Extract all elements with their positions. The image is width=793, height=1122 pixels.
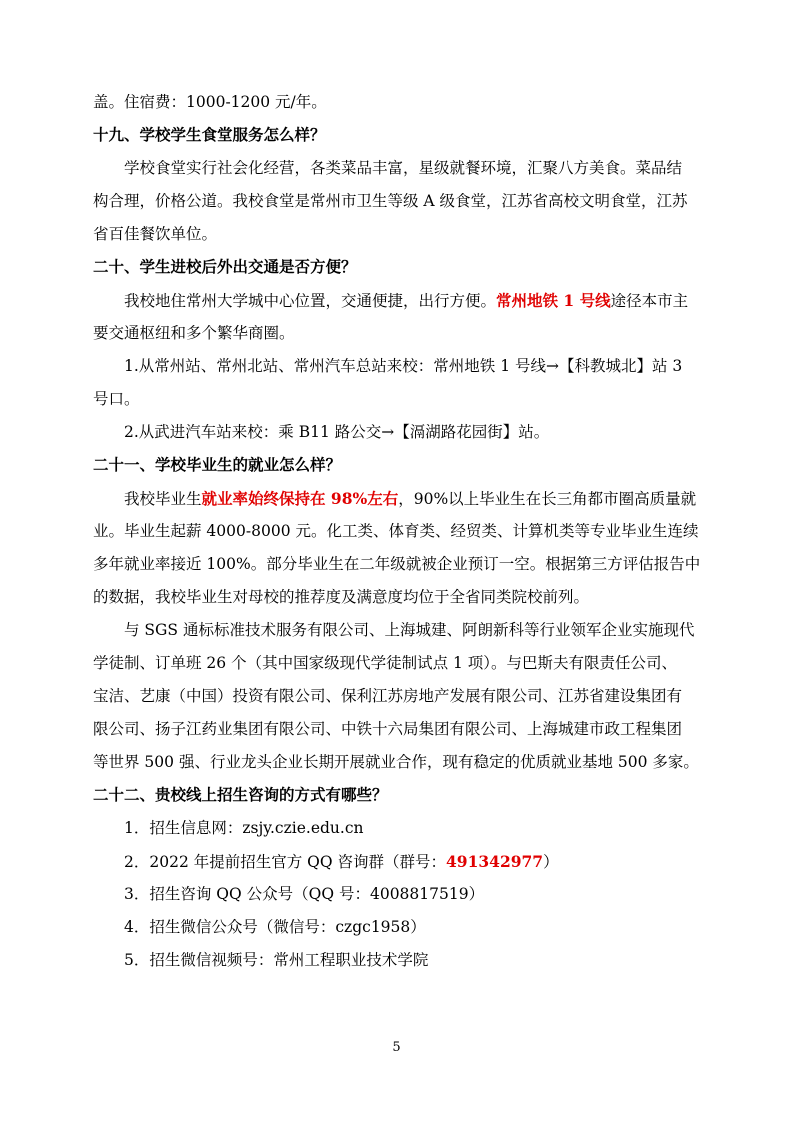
paragraph-line xyxy=(93,284,708,317)
paragraph-line: 学徒制、订单班 26 个（其中国家级现代学徒制试点 1 项）。与巴斯夫有限责任公司、 xyxy=(93,654,678,672)
paragraph-line: 要交通枢纽和多个繁华商圈。 xyxy=(93,324,295,342)
text-segment: 途径本市主 xyxy=(610,292,689,310)
paragraph-line: 1.从常州站、常州北站、常州汽车总站来校：常州地铁 1 号线→【科教城北】站 3 xyxy=(124,357,683,375)
section-heading-20: 二十、学生进校后外出交通是否方便？ xyxy=(93,258,357,276)
paragraph-line: 盖。住宿费：1000-1200 元/年。 xyxy=(93,93,327,111)
section-heading-19: 十九、学校学生食堂服务怎么样？ xyxy=(93,126,326,144)
paragraph-line: 的数据，我校毕业生对母校的推荐度及满意度均位于全省同类院校前列。 xyxy=(93,588,590,606)
contact-item-qq-account: 3．招生咨询 QQ 公众号（QQ 号：4008817519） xyxy=(124,885,485,903)
paragraph-line: 多年就业率接近 100%。部分毕业生在二年级就被企业预订一空。根据第三方评估报告中 xyxy=(93,555,701,573)
paragraph-line: 构合理，价格公道。我校食堂是常州市卫生等级 A 级食堂，江苏省高校文明食堂，江苏 xyxy=(93,192,688,210)
page-content xyxy=(93,86,708,977)
highlight-qq-group-number: 491342977 xyxy=(446,852,544,871)
text-segment: 我校毕业生 xyxy=(124,490,202,508)
page-number: 5 xyxy=(392,1040,401,1055)
text-segment: 我校地住常州大学城中心位置，交通便捷，出行方便。 xyxy=(124,292,497,310)
contact-item-wechat-account: 4．招生微信公众号（微信号：czgc1958） xyxy=(124,918,426,936)
section-heading-22: 二十二、贵校线上招生咨询的方式有哪些？ xyxy=(93,786,388,804)
section-heading-21: 二十一、学校毕业生的就业怎么样？ xyxy=(93,456,342,474)
paragraph-line: 号口。 xyxy=(93,390,140,408)
contact-item-qq-group xyxy=(124,845,708,878)
highlight-employment-rate: 就业率始终保持在 98%左右 xyxy=(201,489,399,508)
paragraph-line: 学校食堂实行社会化经营，各类菜品丰富，星级就餐环境，汇聚八方美食。菜品结 xyxy=(124,159,683,177)
text-segment: 2．2022 年提前招生官方 QQ 咨询群（群号： xyxy=(124,853,447,871)
paragraph-line: 宝洁、艺康（中国）投资有限公司、保利江苏房地产发展有限公司、江苏省建设集团有 xyxy=(93,687,683,705)
paragraph-line: 2.从武进汽车站来校：乘 B11 路公交→【滆湖路花园街】站。 xyxy=(124,423,550,441)
contact-item-website: 1．招生信息网：zsjy.czie.edu.cn xyxy=(124,819,364,837)
paragraph-line xyxy=(93,482,708,515)
contact-item-wechat-video: 5．招生微信视频号：常州工程职业技术学院 xyxy=(124,951,429,969)
contact-list xyxy=(93,812,708,977)
text-segment: ） xyxy=(543,853,559,871)
text-segment: ，90%以上毕业生在长三角都市圈高质量就 xyxy=(398,490,697,508)
paragraph-line: 与 SGS 通标标准技术服务有限公司、上海城建、阿朗新科等行业领军企业实施现代 xyxy=(124,621,695,639)
paragraph-line: 等世界 500 强、行业龙头企业长期开展就业合作，现有稳定的优质就业基地 500 多家。 xyxy=(93,753,699,771)
paragraph-line: 业。毕业生起薪 4000-8000 元。化工类、体育类、经贸类、计算机类等专业毕业生连续 xyxy=(93,522,699,540)
paragraph-line: 限公司、扬子江药业集团有限公司、中铁十六局集团有限公司、上海城建市政工程集团 xyxy=(93,720,683,738)
paragraph-line: 省百佳餐饮单位。 xyxy=(93,225,218,243)
highlight-metro-line: 常州地铁 1 号线 xyxy=(496,291,611,310)
